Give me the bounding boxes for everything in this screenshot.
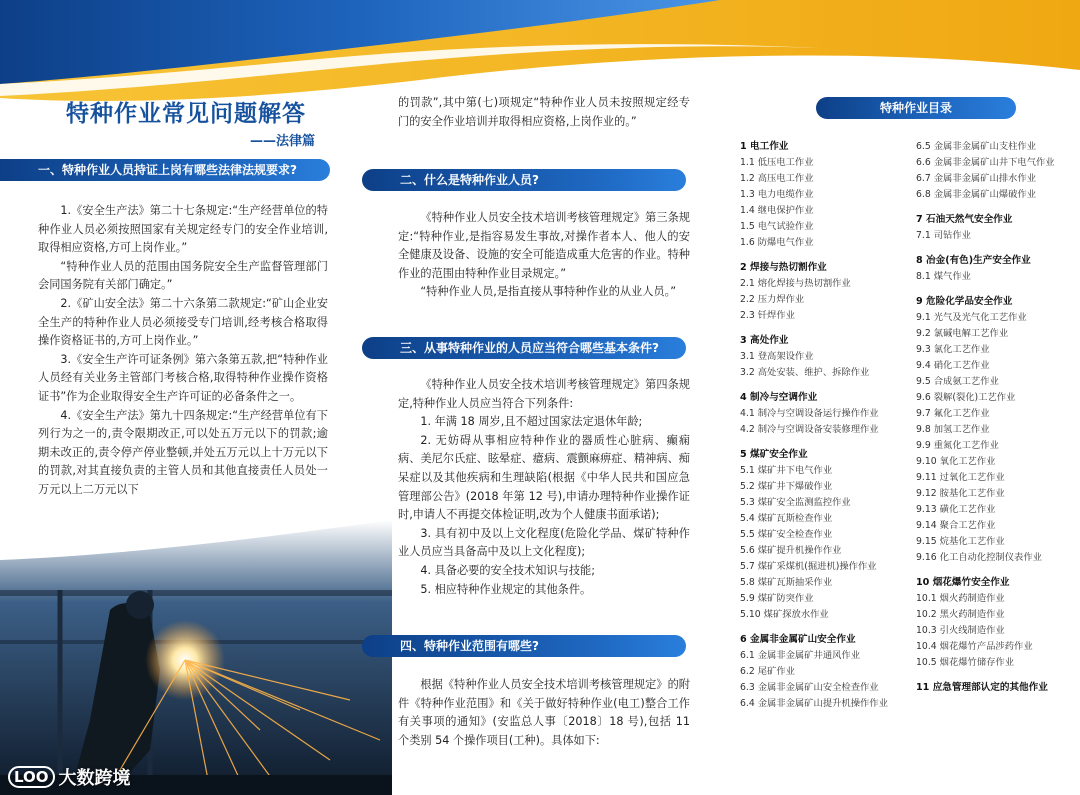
catalog-group-title: 3 高处作业 xyxy=(740,335,789,346)
page-subtitle: ——法律篇 xyxy=(250,134,316,149)
catalog-group xyxy=(916,212,1080,244)
catalog-item: 10.4 烟花爆竹产品涉药作业 xyxy=(916,641,1033,652)
q1-paragraph: 4.《安全生产法》第九十四条规定:“生产经营单位有下列行为之一的,责令限期改正,可以处五万元以下的罚款;逾期未改正的,责令停产停业整顿,并处五万元以上十万元以下的罚款,对其直接负责的主管人员和其他直接责任人员处一万元以上二万元以下 xyxy=(38,408,328,496)
catalog-right-column xyxy=(916,139,1080,705)
catalog-item: 10.1 烟火药制造作业 xyxy=(916,593,1005,604)
catalog-group-title: 1 电工作业 xyxy=(740,141,789,152)
question-3-body xyxy=(398,376,690,599)
catalog-item: 1.1 低压电工作业 xyxy=(740,157,814,168)
q1-paragraph: 2.《矿山安全法》第二十六条第二款规定:“矿山企业安全生产的特种作业人员必须接受专门培训,经考核合格取得操作资格证书的,方可上岗作业。” xyxy=(38,296,328,348)
catalog-item: 1.6 防爆电气作业 xyxy=(740,237,814,248)
catalog-group-title: 10 烟花爆竹安全作业 xyxy=(916,577,1010,588)
q3-paragraph: 2. 无妨碍从事相应特种作业的器质性心脏病、癫痫病、美尼尔氏症、眩晕症、癔病、震颤麻痹症、精神病、痴呆症以及其他疾病和生理缺陷(根据《中华人民共和国应急管理部公告》(2018 年第 12 号),申请办理特种作业操作证时,申请人不再提交体检证明,改为个人健康书面承诺); xyxy=(398,433,690,522)
catalog-item: 5.2 煤矿井下爆破作业 xyxy=(740,481,833,492)
q1-paragraph: 3.《安全生产许可证条例》第六条第五款,把“特种作业人员经有关业务主管部门考核合格,取得特种作业操作资格证书”作为企业取得安全生产许可证的必备条件之一。 xyxy=(38,352,328,403)
catalog-group xyxy=(740,139,910,251)
watermark-logo: LOO xyxy=(8,766,55,788)
question-2-heading: 二、什么是特种作业人员? xyxy=(362,169,686,191)
catalog-item: 9.11 过氧化工艺作业 xyxy=(916,472,1005,483)
catalog-item: 6.6 金属非金属矿山井下电气作业 xyxy=(916,157,1055,168)
question-1-heading: 一、特种作业人员持证上岗有哪些法律法规要求? xyxy=(0,159,330,181)
catalog-item: 3.2 高处安装、维护、拆除作业 xyxy=(740,367,870,378)
catalog-item: 1.3 电力电缆作业 xyxy=(740,189,814,200)
catalog-item: 1.4 继电保护作业 xyxy=(740,205,814,216)
catalog-item: 5.5 煤矿安全检查作业 xyxy=(740,529,833,540)
catalog-item: 5.10 煤矿探放水作业 xyxy=(740,609,829,620)
q2-paragraph: “特种作业人员,是指直接从事特种作业的从业人员。” xyxy=(420,285,677,299)
catalog-item: 9.8 加氢工艺作业 xyxy=(916,424,990,435)
catalog-group xyxy=(740,390,910,438)
catalog-group xyxy=(740,333,910,381)
catalog-item: 9.6 裂解(裂化)工艺作业 xyxy=(916,392,1016,403)
catalog-item: 9.12 胺基化工艺作业 xyxy=(916,488,1005,499)
q3-paragraph: 5. 相应特种作业规定的其他条件。 xyxy=(420,582,592,596)
catalog-title: 特种作业目录 xyxy=(816,97,1016,119)
catalog-item: 9.14 聚合工艺作业 xyxy=(916,520,996,531)
watermark xyxy=(8,764,131,790)
q1-paragraph: “特种作业人员的范围由国务院安全生产监督管理部门会同国务院有关部门确定。” xyxy=(38,259,328,292)
catalog-item: 4.1 制冷与空调设备运行操作作业 xyxy=(740,408,879,419)
catalog-group-title: 6 金属非金属矿山安全作业 xyxy=(740,634,856,645)
question-4-body xyxy=(398,676,690,750)
catalog-item: 1.5 电气试验作业 xyxy=(740,221,814,232)
catalog-item: 9.9 重氮化工艺作业 xyxy=(916,440,999,451)
catalog-item: 9.4 硝化工艺作业 xyxy=(916,360,990,371)
catalog-item: 9.15 烷基化工艺作业 xyxy=(916,536,1005,547)
catalog-item: 6.3 金属非金属矿山安全检查作业 xyxy=(740,682,879,693)
q3-paragraph: 1. 年满 18 周岁,且不超过国家法定退休年龄; xyxy=(420,415,643,429)
q1-paragraph: 1.《安全生产法》第二十七条规定:“生产经营单位的特种作业人员必须按照国家有关规定经专门的安全作业培训,取得相应资格,方可上岗作业。” xyxy=(38,204,328,255)
catalog-group-title: 5 煤矿安全作业 xyxy=(740,449,808,460)
welder-photo xyxy=(0,520,392,795)
catalog-item: 10.2 黑火药制造作业 xyxy=(916,609,1005,620)
catalog-item: 5.6 煤矿提升机操作作业 xyxy=(740,545,842,556)
catalog-item: 5.9 煤矿防突作业 xyxy=(740,593,814,604)
question-3-heading: 三、从事特种作业的人员应当符合哪些基本条件? xyxy=(362,337,686,359)
q1-continuation-text: 的罚款”,其中第(七)项规定“特种作业人员未按照规定经专门的安全作业培训并取得相应资格,上岗作业的。” xyxy=(398,96,690,128)
catalog-group xyxy=(740,632,910,712)
page-title: 特种作业常见问题解答 xyxy=(66,101,306,127)
catalog-item: 1.2 高压电工作业 xyxy=(740,173,814,184)
question-1-body xyxy=(38,202,328,500)
catalog-item: 2.2 压力焊作业 xyxy=(740,294,805,305)
catalog-item: 5.8 煤矿瓦斯抽采作业 xyxy=(740,577,833,588)
catalog-group-title: 2 焊接与热切割作业 xyxy=(740,262,827,273)
catalog-group xyxy=(740,260,910,324)
catalog-item: 9.16 化工自动化控制仪表作业 xyxy=(916,552,1042,563)
q3-paragraph: 3. 具有初中及以上文化程度(危险化学品、煤矿特种作业人员应当具备高中及以上文化程度); xyxy=(398,526,690,559)
catalog-item: 2.3 钎焊作业 xyxy=(740,310,795,321)
catalog-item: 5.3 煤矿安全监测监控作业 xyxy=(740,497,851,508)
catalog-item: 10.3 引火线制造作业 xyxy=(916,625,1005,636)
catalog-item: 7.1 司钻作业 xyxy=(916,230,971,241)
catalog-group xyxy=(916,253,1080,285)
catalog-item: 9.10 氧化工艺作业 xyxy=(916,456,996,467)
catalog-item: 6.4 金属非金属矿山提升机操作作业 xyxy=(740,698,888,709)
catalog-item: 9.13 磺化工艺作业 xyxy=(916,504,996,515)
watermark-text: 大数跨境 xyxy=(58,768,131,789)
catalog-item: 9.1 光气及光气化工艺作业 xyxy=(916,312,1027,323)
q3-paragraph: 《特种作业人员安全技术培训考核管理规定》第四条规定,特种作业人员应当符合下列条件: xyxy=(398,378,690,410)
catalog-item: 9.2 氯碱电解工艺作业 xyxy=(916,328,1009,339)
catalog-item: 9.3 氯化工艺作业 xyxy=(916,344,990,355)
q4-paragraph: 根据《特种作业人员安全技术培训考核管理规定》的附件《特种作业范围》和《关于做好特种作业(电工)整合工作有关事项的通知》(安监总人事〔2018〕18 号),包括 11 个类别 54 个操作项目(工种)。具体如下: xyxy=(398,678,690,747)
catalog-group-title: 4 制冷与空调作业 xyxy=(740,392,818,403)
question-1-continuation xyxy=(398,94,690,131)
catalog-item: 6.7 金属非金属矿山排水作业 xyxy=(916,173,1037,184)
catalog-group-title: 11 应急管理部认定的其他作业 xyxy=(916,682,1048,693)
catalog-group-title: 9 危险化学品安全作业 xyxy=(916,296,1013,307)
q2-paragraph: 《特种作业人员安全技术培训考核管理规定》第三条规定:“特种作业,是指容易发生事故,对操作者本人、他人的安全健康及设备、设施的安全可能造成重大危害的作业。特种作业的范围由特种作业目录规定。” xyxy=(398,211,690,280)
catalog-item: 6.8 金属非金属矿山爆破作业 xyxy=(916,189,1037,200)
question-4-heading: 四、特种作业范围有哪些? xyxy=(362,635,686,657)
catalog-group-title: 8 冶金(有色)生产安全作业 xyxy=(916,255,1031,266)
catalog-item: 6.2 尾矿作业 xyxy=(740,666,795,677)
catalog-item: 5.7 煤矿采煤机(掘进机)操作作业 xyxy=(740,561,877,572)
catalog-item: 5.1 煤矿井下电气作业 xyxy=(740,465,833,476)
catalog-item: 6.5 金属非金属矿山支柱作业 xyxy=(916,141,1037,152)
catalog-item: 6.1 金属非金属矿井通风作业 xyxy=(740,650,861,661)
question-2-body xyxy=(398,209,690,302)
catalog-group xyxy=(916,680,1080,696)
catalog-item: 5.4 煤矿瓦斯检查作业 xyxy=(740,513,833,524)
catalog-left-column xyxy=(740,139,910,721)
catalog-group xyxy=(916,575,1080,671)
q3-paragraph: 4. 具备必要的安全技术知识与技能; xyxy=(420,563,596,577)
catalog-group xyxy=(740,447,910,623)
catalog-item: 3.1 登高架设作业 xyxy=(740,351,814,362)
catalog-group xyxy=(916,139,1080,203)
catalog-item: 2.1 熔化焊接与热切割作业 xyxy=(740,278,851,289)
catalog-group xyxy=(916,294,1080,566)
catalog-group-title: 7 石油天然气安全作业 xyxy=(916,214,1013,225)
catalog-item: 9.5 合成氨工艺作业 xyxy=(916,376,999,387)
catalog-item: 9.7 氟化工艺作业 xyxy=(916,408,990,419)
catalog-item: 8.1 煤气作业 xyxy=(916,271,971,282)
catalog-item: 10.5 烟花爆竹储存作业 xyxy=(916,657,1015,668)
catalog-item: 4.2 制冷与空调设备安装修理作业 xyxy=(740,424,879,435)
